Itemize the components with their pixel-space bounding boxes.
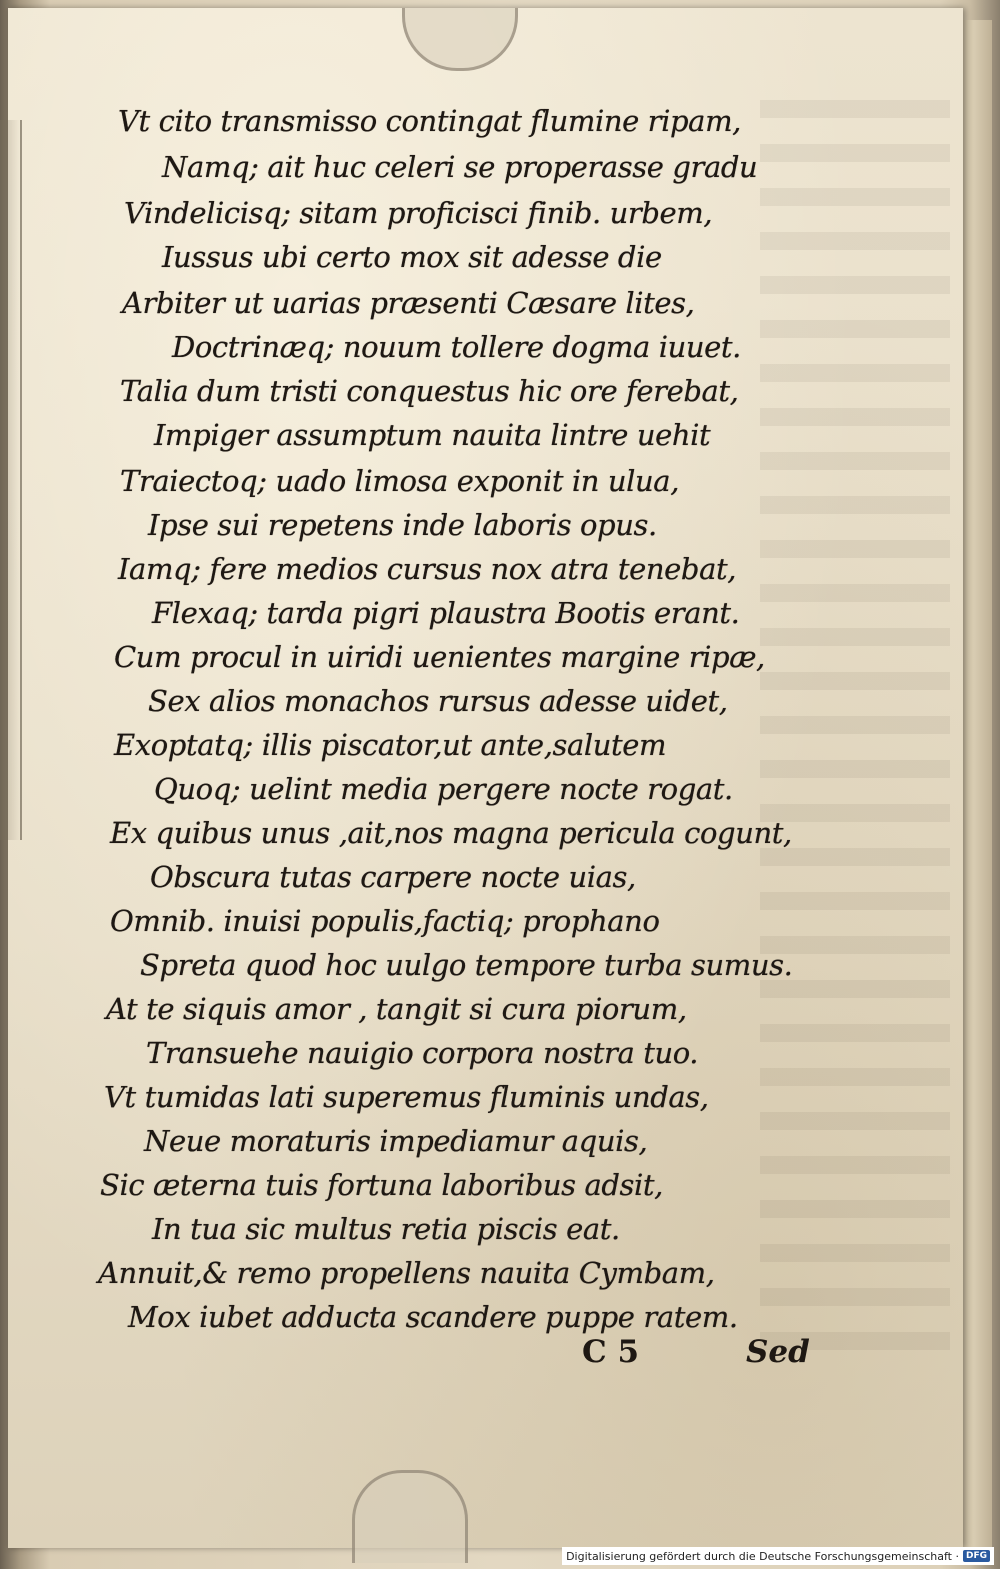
verse-line: Arbiter ut uarias præsenti Cæsare lites,	[122, 286, 695, 320]
signature-mark: C 5	[582, 1334, 640, 1370]
verse-line: Iussus ubi certo mox sit adesse die	[162, 240, 662, 274]
verse-line: Flexaq; tarda pigri plaustra Bootis erant.	[152, 596, 740, 630]
verse-line: Impiger assumptum nauita lintre uehit	[154, 418, 711, 452]
verse-line: Sic æterna tuis fortuna laboribus adsit,	[100, 1168, 663, 1202]
verse-line: Sex alios monachos rursus adesse uidet,	[148, 684, 728, 718]
verse-line: Quoq; uelint media pergere nocte rogat.	[154, 772, 733, 806]
verse-line: Namq; ait huc celeri se properasse gradu	[162, 150, 758, 184]
verse-line: Vindelicisq; sitam proficisci finib. urbem,	[124, 196, 713, 230]
footer-credit: Digitalisierung gefördert durch die Deutsche Forschungsgemeinschaft ·	[566, 1549, 959, 1563]
verse-line: At te siquis amor , tangit si cura piorum,	[106, 992, 687, 1026]
verse-line: Vt cito transmisso contingat flumine ripam,	[118, 104, 741, 138]
verse-line: Traiectoq; uado limosa exponit in ulua,	[120, 464, 680, 498]
verse-line: Iamq; fere medios cursus nox atra tenebat,	[118, 552, 737, 586]
verse-line: Exoptatq; illis piscator,ut ante,salutem	[114, 728, 667, 762]
verse-line: Ipse sui repetens inde laboris opus.	[148, 508, 657, 542]
dfg-logo: DFG	[963, 1550, 990, 1562]
verse-line: Obscura tutas carpere nocte uias,	[150, 860, 636, 894]
digitization-footer	[562, 1547, 994, 1565]
verse-line: In tua sic multus retia piscis eat.	[152, 1212, 620, 1246]
verse-line: Vt tumidas lati superemus fluminis undas,	[104, 1080, 709, 1114]
verse-line: Cum procul in uiridi uenientes margine ripæ,	[114, 640, 765, 674]
verse-line: Doctrinæq; nouum tollere dogma iuuet.	[172, 330, 741, 364]
verse-line: Spreta quod hoc uulgo tempore turba sumus.	[140, 948, 793, 982]
verse-line: Mox iubet adducta scandere puppe ratem.	[128, 1300, 738, 1334]
catchword: Sed	[746, 1334, 810, 1370]
verse-line: Ex quibus unus ,ait,nos magna pericula cogunt,	[110, 816, 792, 850]
verse-line: Talia dum tristi conquestus hic ore ferebat,	[120, 374, 739, 408]
verse-line: Omnib. inuisi populis,factiq; prophano	[110, 904, 660, 938]
verse-line: Annuit,& remo propellens nauita Cymbam,	[98, 1256, 715, 1290]
verse-line: Transuehe nauigio corpora nostra tuo.	[146, 1036, 699, 1070]
verse-line: Neue moraturis impediamur aquis,	[144, 1124, 648, 1158]
